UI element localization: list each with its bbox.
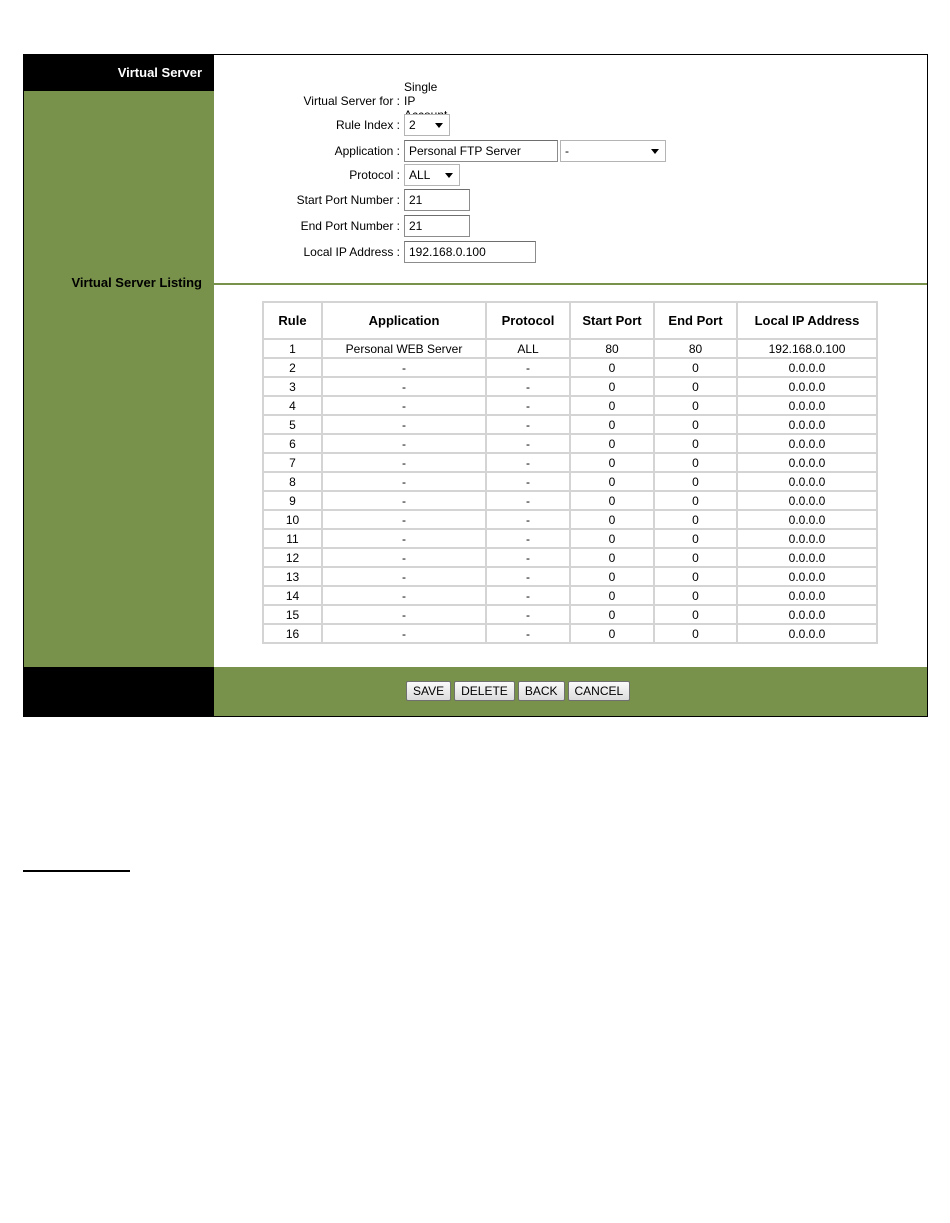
col-local-ip: Local IP Address: [738, 303, 876, 338]
rule-cell: 12: [264, 549, 321, 566]
start-port-cell: 0: [571, 625, 653, 642]
chevron-down-icon: [435, 123, 443, 128]
chevron-down-icon: [651, 149, 659, 154]
application-cell: -: [323, 568, 485, 585]
rule-cell: 3: [264, 378, 321, 395]
local-ip-cell: 0.0.0.0: [738, 606, 876, 623]
section-title: Virtual Server: [117, 65, 202, 80]
protocol-cell: -: [487, 473, 569, 490]
protocol-cell: -: [487, 587, 569, 604]
application-cell: -: [323, 359, 485, 376]
table-row: [264, 587, 876, 604]
application-cell: -: [323, 416, 485, 433]
local-ip-cell: 0.0.0.0: [738, 568, 876, 585]
application-select[interactable]: [560, 140, 666, 162]
col-application: Application: [323, 303, 485, 338]
rule-cell: 15: [264, 606, 321, 623]
action-buttons: [406, 681, 630, 701]
protocol-cell: -: [487, 625, 569, 642]
application-cell: -: [323, 378, 485, 395]
application-cell: -: [323, 435, 485, 452]
cancel-button[interactable]: CANCEL: [568, 681, 631, 701]
rule-cell: 13: [264, 568, 321, 585]
end-port-cell: 0: [655, 549, 736, 566]
start-port-cell: 0: [571, 397, 653, 414]
chevron-down-icon: [445, 173, 453, 178]
protocol-cell: -: [487, 530, 569, 547]
end-port-input[interactable]: [404, 215, 470, 237]
end-port-cell: 0: [655, 435, 736, 452]
local-ip-cell: 0.0.0.0: [738, 378, 876, 395]
start-port-cell: 0: [571, 435, 653, 452]
table-row: [264, 492, 876, 509]
virtual-server-listing: [262, 301, 878, 644]
back-button[interactable]: BACK: [518, 681, 565, 701]
rule-index-label: Rule Index :: [335, 118, 400, 132]
start-port-cell: 0: [571, 549, 653, 566]
table-row: [264, 568, 876, 585]
local-ip-cell: 0.0.0.0: [738, 473, 876, 490]
rule-cell: 10: [264, 511, 321, 528]
application-cell: Personal WEB Server: [323, 340, 485, 357]
col-start-port: Start Port: [571, 303, 653, 338]
application-cell: -: [323, 492, 485, 509]
left-sidebar: [24, 91, 214, 667]
rule-cell: 14: [264, 587, 321, 604]
table-header-row: [264, 303, 876, 338]
protocol-label: Protocol :: [349, 168, 400, 182]
end-port-cell: 0: [655, 378, 736, 395]
end-port-label: End Port Number :: [300, 219, 400, 233]
local-ip-cell: 0.0.0.0: [738, 397, 876, 414]
protocol-cell: -: [487, 492, 569, 509]
start-port-cell: 0: [571, 473, 653, 490]
end-port-cell: 0: [655, 473, 736, 490]
end-port-cell: 0: [655, 530, 736, 547]
end-port-cell: 0: [655, 492, 736, 509]
local-ip-cell: 0.0.0.0: [738, 492, 876, 509]
table-row: [264, 416, 876, 433]
rule-cell: 1: [264, 340, 321, 357]
application-select-value: -: [565, 144, 569, 158]
application-cell: -: [323, 625, 485, 642]
local-ip-cell: 0.0.0.0: [738, 511, 876, 528]
rule-cell: 11: [264, 530, 321, 547]
application-cell: -: [323, 454, 485, 471]
rule-cell: 7: [264, 454, 321, 471]
protocol-cell: -: [487, 549, 569, 566]
rule-cell: 4: [264, 397, 321, 414]
table-row: [264, 340, 876, 357]
end-port-cell: 80: [655, 340, 736, 357]
table-row: [264, 435, 876, 452]
start-port-cell: 0: [571, 359, 653, 376]
protocol-cell: -: [487, 435, 569, 452]
footer-bar: [214, 667, 927, 716]
virtual-server-form: [214, 55, 927, 283]
listing-table: [262, 301, 878, 644]
table-body: [264, 340, 876, 642]
table-row: [264, 625, 876, 642]
virtual-server-panel: [23, 54, 928, 717]
local-ip-cell: 0.0.0.0: [738, 435, 876, 452]
protocol-cell: -: [487, 511, 569, 528]
table-row: [264, 359, 876, 376]
start-port-cell: 0: [571, 416, 653, 433]
end-port-cell: 0: [655, 397, 736, 414]
section-divider: [214, 283, 927, 285]
virtual-server-for-value: Single IP: [404, 80, 438, 108]
start-port-cell: 0: [571, 568, 653, 585]
local-ip-input[interactable]: [404, 241, 536, 263]
table-row: [264, 530, 876, 547]
local-ip-cell: 0.0.0.0: [738, 530, 876, 547]
rule-cell: 5: [264, 416, 321, 433]
end-port-cell: 0: [655, 625, 736, 642]
application-cell: -: [323, 397, 485, 414]
delete-button[interactable]: DELETE: [454, 681, 515, 701]
protocol-cell: -: [487, 606, 569, 623]
underline-mark: [23, 870, 130, 872]
table-row: [264, 454, 876, 471]
rule-cell: 9: [264, 492, 321, 509]
col-protocol: Protocol: [487, 303, 569, 338]
protocol-cell: -: [487, 359, 569, 376]
start-port-input[interactable]: [404, 189, 470, 211]
local-ip-cell: 0.0.0.0: [738, 359, 876, 376]
application-label: Application :: [334, 144, 400, 158]
protocol-cell: -: [487, 416, 569, 433]
application-cell: -: [323, 549, 485, 566]
save-button[interactable]: SAVE: [406, 681, 451, 701]
table-row: [264, 549, 876, 566]
start-port-cell: 0: [571, 378, 653, 395]
start-port-cell: 0: [571, 530, 653, 547]
rule-cell: 6: [264, 435, 321, 452]
local-ip-cell: 0.0.0.0: [738, 549, 876, 566]
local-ip-cell: 0.0.0.0: [738, 454, 876, 471]
footer-left: [24, 667, 214, 716]
protocol-cell: -: [487, 378, 569, 395]
local-ip-cell: 0.0.0.0: [738, 625, 876, 642]
table-row: [264, 606, 876, 623]
rule-index-select[interactable]: [404, 114, 450, 136]
table-row: [264, 378, 876, 395]
section-header: [24, 55, 214, 91]
table-row: [264, 397, 876, 414]
end-port-cell: 0: [655, 416, 736, 433]
protocol-select[interactable]: [404, 164, 460, 186]
application-cell: -: [323, 530, 485, 547]
virtual-server-for-label: Virtual Server for :: [303, 94, 400, 108]
protocol-cell: -: [487, 568, 569, 585]
start-port-label: Start Port Number :: [296, 193, 400, 207]
application-cell: -: [323, 473, 485, 490]
protocol-value: ALL: [409, 168, 431, 182]
application-cell: -: [323, 587, 485, 604]
end-port-cell: 0: [655, 454, 736, 471]
local-ip-cell: 192.168.0.100: [738, 340, 876, 357]
protocol-cell: ALL: [487, 340, 569, 357]
application-input[interactable]: [404, 140, 558, 162]
start-port-cell: 0: [571, 492, 653, 509]
start-port-cell: 0: [571, 454, 653, 471]
end-port-cell: 0: [655, 511, 736, 528]
table-row: [264, 511, 876, 528]
end-port-cell: 0: [655, 606, 736, 623]
start-port-cell: 0: [571, 511, 653, 528]
table-row: [264, 473, 876, 490]
rule-index-value: 2: [409, 118, 416, 132]
local-ip-cell: 0.0.0.0: [738, 587, 876, 604]
protocol-cell: -: [487, 454, 569, 471]
rule-cell: 8: [264, 473, 321, 490]
end-port-cell: 0: [655, 359, 736, 376]
col-rule: Rule: [264, 303, 321, 338]
local-ip-label: Local IP Address :: [303, 245, 400, 259]
application-cell: -: [323, 511, 485, 528]
rule-cell: 2: [264, 359, 321, 376]
start-port-cell: 80: [571, 340, 653, 357]
protocol-cell: -: [487, 397, 569, 414]
application-cell: -: [323, 606, 485, 623]
col-end-port: End Port: [655, 303, 736, 338]
end-port-cell: 0: [655, 568, 736, 585]
start-port-cell: 0: [571, 587, 653, 604]
rule-cell: 16: [264, 625, 321, 642]
listing-title: Virtual Server Listing: [71, 275, 202, 290]
end-port-cell: 0: [655, 587, 736, 604]
local-ip-cell: 0.0.0.0: [738, 416, 876, 433]
start-port-cell: 0: [571, 606, 653, 623]
